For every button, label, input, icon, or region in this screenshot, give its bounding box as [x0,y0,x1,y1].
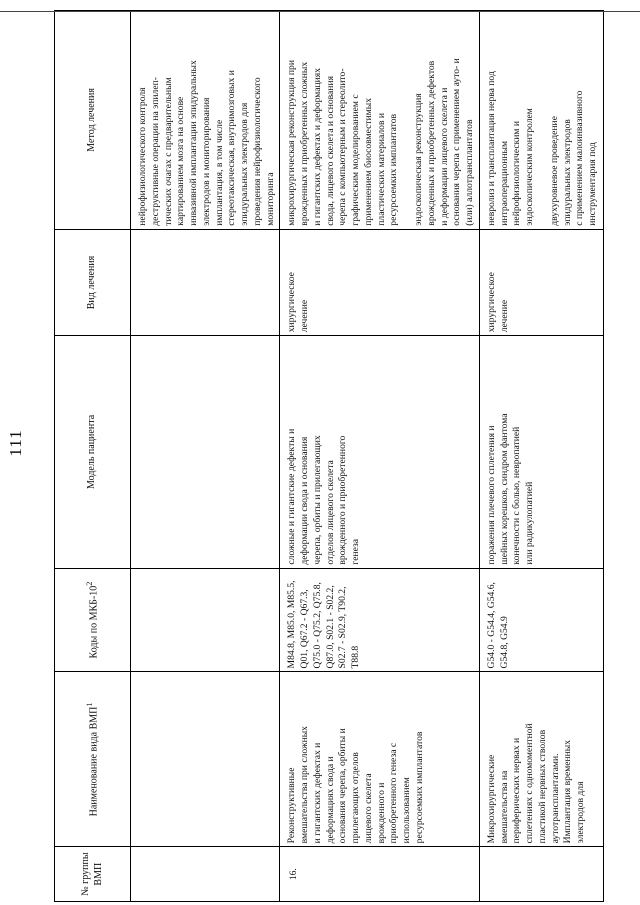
model-line: генеза [350,538,361,565]
method-line: врожденных и приобретенных дефектов [425,60,437,226]
model-line: отделов лицевого скелета [324,460,336,565]
code-line: M84.8, M85.0, M85.5, [286,580,298,669]
model-line: поражения плечевого сплетения и [485,425,497,565]
model-line: шейных корешков, синдром фантома [498,413,510,565]
cell-codes [280,568,480,672]
method-line: свода, лицевого скелета и основания [324,76,336,226]
code-line: S02.7 - S02.9, T90.2, [337,586,349,669]
name-line: и гигантских дефектах и [311,742,323,844]
name-line: пластикой нервных стволов [536,729,548,844]
name-line: Имплантация временных [562,739,574,844]
header-codes [55,568,131,672]
header-codes-label: Коды по МКБ-10 [87,585,99,659]
method-line: микрохирургическая реконструкция при [286,60,298,226]
name-line: вмешательства при сложных [299,726,310,844]
code-line: Q87.0, S02.1 - S02.2, [324,585,336,669]
code-line: T88.8 [350,645,361,669]
table-row-continued [131,11,280,902]
cell-type [131,229,280,336]
cell-method [479,11,603,230]
method-line: электродов и мониторирования [200,97,212,226]
cell-method [131,11,280,230]
name-line: основания черепа, орбиты и [337,728,349,844]
method-line: нейрофизиологического контроля [137,87,148,226]
name-line: вмешательства на [498,770,510,844]
method-line: деструктивные операции на эпилеп- [149,77,161,226]
cell-method [280,11,480,230]
method-line: двухуровневое проведение [548,116,560,226]
model-line: конечности с болью, невропатией [511,426,523,565]
cell-num: 16. [280,847,480,902]
header-treatment-type: Вид лечения [55,229,131,336]
model-line: врожденного и приобретенного [337,435,349,565]
name-line: прилегающих отделов [350,752,361,844]
method-line: картированием мозга на основе [175,96,187,226]
cell-model [479,336,603,568]
model-line: черепа, орбиты и прилегающих [311,435,323,565]
method-line: врожденных и приобретенных сложных [299,61,310,226]
cell-model [131,336,280,568]
name-line: электродов для [575,781,586,844]
cell-model [280,336,480,568]
method-line: интраоперационным [498,140,510,226]
cell-num [479,847,603,902]
method-line: нейрофизиологическим и [511,121,523,226]
model-line: деформации свода и основания [299,436,310,565]
table-row-next [479,11,603,902]
type-line: хирургическое [485,272,497,333]
name-line: врожденного и [375,782,387,844]
cell-codes [131,568,280,672]
method-line: ресурсоемких имплантатов [388,113,400,226]
type-line: лечение [299,299,310,333]
header-name-label: Наименование вида ВМП [87,706,99,817]
header-name [55,672,131,847]
method-line: пластических материалов и [375,112,387,226]
code-line: G54.0 - G54.4, G54.6, [485,582,497,669]
name-line: лицевого скелета [362,773,374,844]
cell-codes [479,568,603,672]
code-line: Q01, Q67.2 - Q67.3, [299,589,310,669]
table-row-16 [280,11,480,902]
method-line: эндоскопическим контролем [524,108,535,226]
method-line: инвазивной имплантации эпидуральных [188,60,199,226]
code-line: G54.8, G54.9 [498,616,510,669]
name-line: использованием [401,777,412,844]
method-line: стереотаксическая, внутримозговых и [226,70,238,226]
cell-type [280,229,480,336]
name-line: приобретенного генеза с [388,742,400,844]
name-line: аутотрансплантатами. [549,753,561,844]
header-model: Модель пациента [55,336,131,568]
model-line: сложные и гигантские дефекты и [286,428,298,565]
method-line: эпидуральных электродов [561,119,573,226]
name-line: деформациях свода и [324,756,336,844]
type-line: хирургическое [286,272,298,333]
method-line: (или) аллотрансплантатов [464,119,475,226]
name-line: сплетениях с одномоментной [524,723,535,844]
method-line: черепа с компьютерным и стереолито- [337,68,349,226]
type-line: лечение [498,299,510,333]
method-line: эпидуральных электродов для [239,102,250,226]
cell-name [479,672,603,847]
method-line: с применением малоинвазивного [574,90,586,226]
model-line: или радикулопатией [524,481,535,565]
method-line: проведения нейрофизиологического [251,77,263,226]
method-line: и деформации лицевого скелета и [438,87,450,226]
method-line: основания черепа с применением ауто- и [451,58,463,226]
method-line: мониторинга [264,172,276,226]
method-line: тических очагах с предварительным [162,77,174,226]
cell-num [131,847,280,902]
method-gap [537,14,549,226]
method-line: и гигантских дефектах и деформациях [311,67,323,226]
method-line: эндоскопическая реконструкция [413,93,424,226]
cell-name [280,672,480,847]
method-line: имплантация, в том числе [213,119,225,226]
page-edge-line [0,11,640,12]
header-name-footnote: 1 [84,702,94,707]
cell-type [479,229,603,336]
vmp-table [54,10,604,902]
method-line: невролиз и трансплантация нерва под [485,71,497,226]
method-line: применением биосовместимых [362,97,374,226]
name-line: Реконструктивные [286,767,298,844]
page-number: 111 [6,429,25,457]
method-gap [401,14,413,226]
header-codes-footnote: 2 [84,581,94,586]
header-group-num: № группы ВМП [55,847,131,902]
method-line: графическим моделированием с [350,94,361,226]
cell-name [131,672,280,847]
name-line: Микрохирургические [485,754,497,844]
header-row [55,11,131,902]
header-method: Метод лечения [55,11,131,230]
method-line: инструментария под [587,142,598,226]
name-line: ресурсоемких имплантатов [413,731,425,844]
name-line: периферических нервах и [511,737,523,844]
code-line: Q75.0 - Q75.2, Q75.8, [311,582,323,669]
